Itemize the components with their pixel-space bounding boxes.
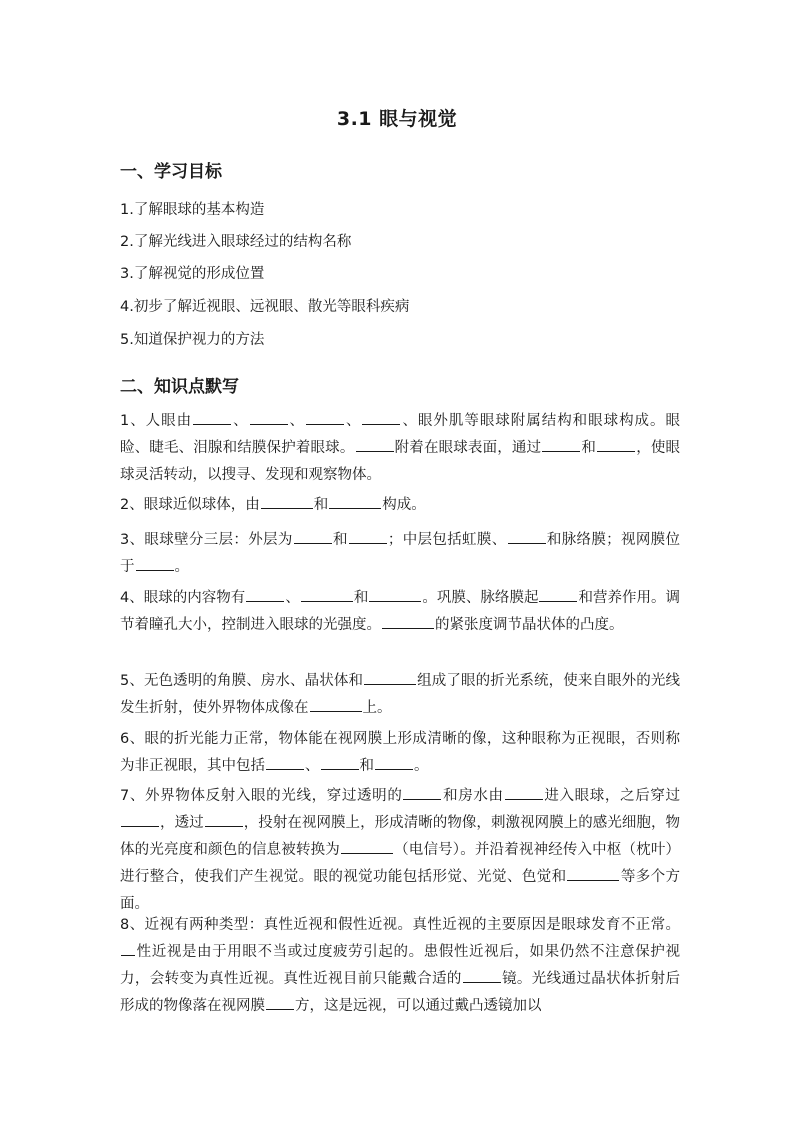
objective-item: 4.初步了解近视眼、远视眼、散光等眼科疾病 (120, 299, 410, 315)
fill-blank[interactable] (321, 755, 359, 770)
question-5: 5、无色透明的角膜、房水、晶状体和 组成了眼的折光系统，使来自眼外的光线发生折射，使外界物体成像在 上。 (120, 668, 680, 722)
section-heading-knowledge: 二、知识点默写 (120, 377, 239, 397)
fill-blank[interactable] (375, 755, 413, 770)
fill-blank[interactable] (356, 437, 394, 452)
fill-blank[interactable] (310, 697, 362, 712)
fill-blank[interactable] (329, 494, 381, 509)
fill-blank[interactable] (463, 968, 501, 983)
fill-blank[interactable] (539, 587, 577, 602)
fill-blank[interactable] (403, 785, 441, 800)
question-2: 2、眼球近似球体，由 和 构成。 (120, 492, 680, 519)
fill-blank[interactable] (294, 529, 332, 544)
question-7: 7、外界物体反射入眼的光线，穿过透明的 和房水由 进入眼球，之后穿过，透过 ，投射在视网膜上，形成清晰的物像，刺激视网膜上的感光细胞，物体的光亮度和颜色的信息被转换为 （电信号）。并沿着视神经传入中枢（枕叶）进行整合，使我们产生视觉。眼的视觉功能包括形觉、光觉、色觉和 等多个方面。 (120, 783, 680, 918)
question-4: 4、眼球的内容物有 、 和 。巩膜、脉络膜起 和营养作用。调节着瞳孔大小，控制进入眼球的光强度。 的紧张度调节晶状体的凸度。 (120, 585, 680, 639)
fill-blank[interactable] (266, 995, 294, 1010)
fill-blank[interactable] (205, 812, 243, 827)
objective-item: 1.了解眼球的基本构造 (120, 202, 265, 218)
fill-blank[interactable] (542, 437, 580, 452)
objective-item: 5.知道保护视力的方法 (120, 332, 265, 348)
section-heading-objectives: 一、学习目标 (120, 162, 222, 182)
fill-blank[interactable] (362, 410, 400, 425)
fill-blank[interactable] (364, 670, 416, 685)
fill-blank[interactable] (301, 587, 353, 602)
fill-blank[interactable] (382, 614, 434, 629)
fill-blank[interactable] (193, 410, 231, 425)
fill-blank[interactable] (341, 839, 393, 854)
fill-blank[interactable] (505, 785, 543, 800)
question-1: 1、人眼由 、 、 、 、眼外肌等眼球附属结构和眼球构成。眼睑、睫毛、泪腺和结膜保护着眼球。 附着在眼球表面，通过 和 ，使眼球灵活转动，以搜寻、发现和观察物体。 (120, 408, 680, 489)
question-3: 3、眼球壁分三层：外层为 和 ；中层包括虹膜、 和脉络膜；视网膜位于 。 (120, 527, 680, 581)
question-6: 6、眼的折光能力正常，物体能在视网膜上形成清晰的像，这种眼称为正视眼，否则称为非正视眼，其中包括 、 和 。 (120, 731, 680, 774)
fill-blank[interactable] (121, 812, 159, 827)
objective-item: 2.了解光线进入眼球经过的结构名称 (120, 234, 352, 250)
fill-blank[interactable] (567, 866, 619, 881)
fill-blank[interactable] (597, 437, 635, 452)
fill-blank[interactable] (306, 410, 344, 425)
objective-item: 3.了解视觉的形成位置 (120, 266, 265, 282)
fill-blank[interactable] (121, 941, 135, 956)
fill-blank[interactable] (261, 494, 313, 509)
fill-blank[interactable] (266, 755, 304, 770)
page-title: 3.1 眼与视觉 (336, 108, 458, 130)
fill-blank[interactable] (136, 556, 174, 571)
fill-blank[interactable] (369, 587, 421, 602)
fill-blank[interactable] (246, 587, 284, 602)
fill-blank[interactable] (349, 529, 387, 544)
question-8: 8、近视有两种类型：真性近视和假性近视。真性近视的主要原因是眼球发育不正常。性近视是由于用眼不当或过度疲劳引起的。患假性近视后，如果仍然不注意保护视力，会转变为真性近视。真性近视目前只能戴合适的 镜。光线通过晶状体折射后形成的物像落在视网膜 方，这是远视，可以通过戴凸透镜加以 (120, 917, 681, 1014)
fill-blank[interactable] (250, 410, 288, 425)
fill-blank[interactable] (508, 529, 546, 544)
